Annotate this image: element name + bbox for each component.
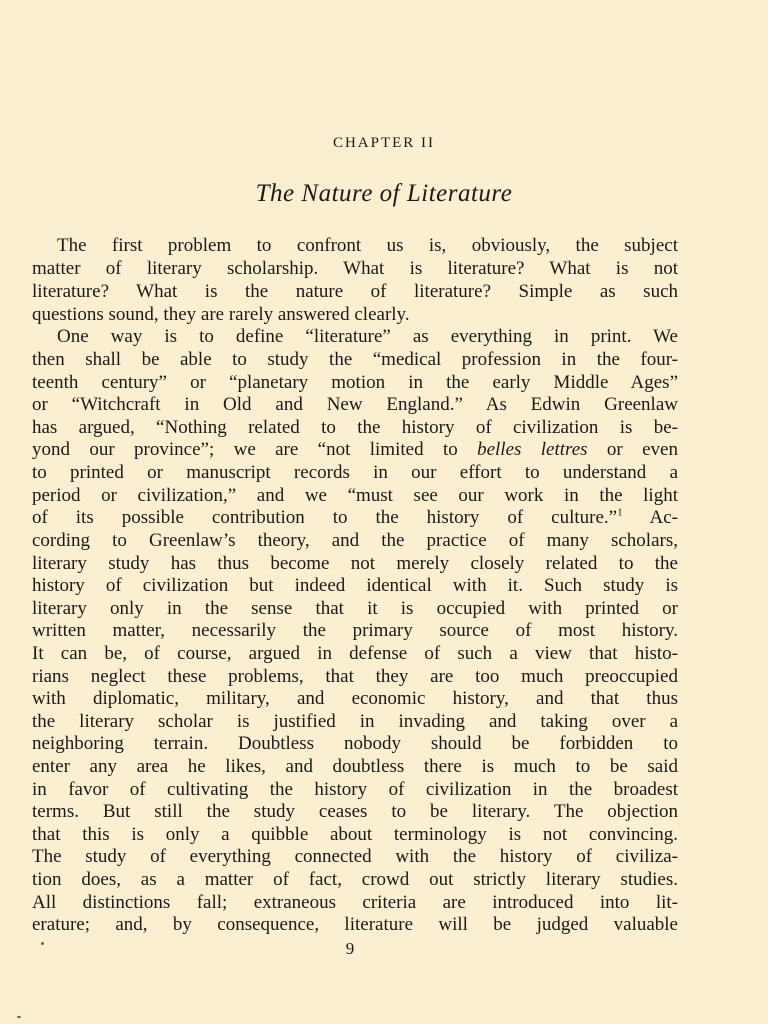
footnote-marker: 1 — [617, 506, 623, 519]
text-line: history of civilization but indeed identical with it. Such study is — [32, 575, 678, 596]
text-line: to printed or manuscript records in our effort to understand a — [32, 462, 678, 483]
text-line: that this is only a quibble about terminology is not convincing. — [32, 824, 678, 845]
text-line: The study of everything connected with the history of civiliza- — [32, 846, 678, 867]
text-line: with diplomatic, military, and economic history, and that thus — [32, 688, 678, 709]
chapter-title: The Nature of Literature — [255, 180, 513, 207]
text-line: terms. But still the study ceases to be literary. The objection — [32, 801, 678, 822]
text-line: tion does, as a matter of fact, crowd out strictly literary studies. — [32, 869, 678, 890]
text-line: period or civilization,” and we “must see our work in the light — [32, 485, 678, 506]
page-number: 9 — [345, 939, 355, 958]
text-line: The first problem to confront us is, obviously, the subject — [57, 235, 678, 256]
text-line: or “Witchcraft in Old and New England.” As Edwin Greenlaw — [32, 394, 678, 415]
text-line: rians neglect these problems, that they are too much preoccupied — [32, 666, 678, 687]
text-line: literature? What is the nature of literature? Simple as such — [32, 281, 678, 302]
print-speck — [41, 942, 44, 945]
text-line: neighboring terrain. Doubtless nobody should be forbidden to — [32, 733, 678, 754]
text-line: written matter, necessarily the primary source of most history. — [32, 620, 678, 641]
text-line: teenth century” or “planetary motion in the early Middle Ages” — [32, 372, 678, 393]
text-line: One way is to define “literature” as everything in print. We — [57, 326, 678, 347]
text-line: literary only in the sense that it is occupied with printed or — [32, 598, 678, 619]
text-line: yond our province”; we are “not limited to belles lettres or even — [32, 439, 678, 460]
text-line: then shall be able to study the “medical profession in the four- — [32, 349, 678, 370]
text-line: questions sound, they are rarely answered clearly. — [32, 304, 410, 325]
text-line: the literary scholar is justified in invading and taking over a — [32, 711, 678, 732]
italic-phrase: belles lettres — [477, 439, 588, 460]
text-line: literary study has thus become not merely closely related to the — [32, 553, 678, 574]
text-line: All distinctions fall; extraneous criteria are introduced into lit- — [32, 892, 678, 913]
chapter-label: CHAPTER II — [332, 135, 436, 151]
text-line: of its possible contribution to the history of culture.”$^1$ Ac- — [32, 506, 678, 528]
print-speck — [17, 1016, 21, 1018]
text-line: erature; and, by consequence, literature will be judged valuable — [32, 914, 678, 935]
text-line: cording to Greenlaw’s theory, and the practice of many scholars, — [32, 530, 678, 551]
text-line: in favor of cultivating the history of civilization in the broadest — [32, 779, 678, 800]
text-line: has argued, “Nothing related to the history of civilization is be- — [32, 417, 678, 438]
text-line: It can be, of course, argued in defense of such a view that histo- — [32, 643, 678, 664]
text-line: enter any area he likes, and doubtless there is much to be said — [32, 756, 678, 777]
text-line: matter of literary scholarship. What is literature? What is not — [32, 258, 678, 279]
